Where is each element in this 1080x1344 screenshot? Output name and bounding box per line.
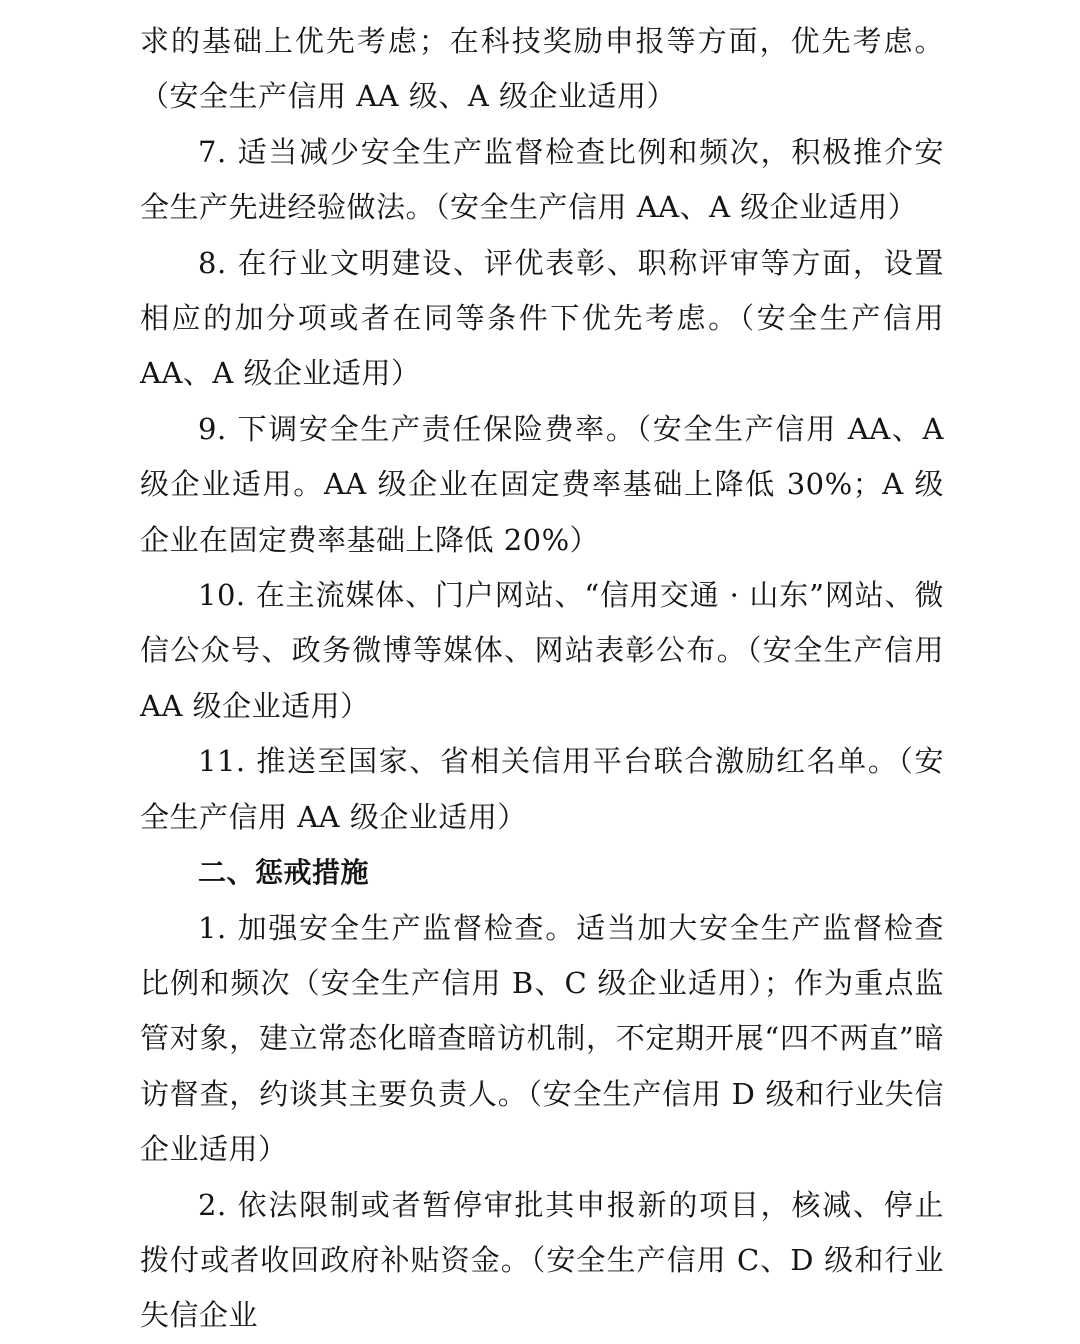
paragraph-penalty-1: 1. 加强安全生产监督检查。适当加大安全生产监督检查比例和频次（安全生产信用 B、C 级企业适用）；作为重点监管对象，建立常态化暗查暗访机制，不定期开展“四不两直”暗访督查，约谈其主要负责人。（安全生产信用 D 级和行业失信企业适用） xyxy=(140,910,944,1167)
paragraph-continuation: 求的基础上优先考虑；在科技奖励申报等方面，优先考虑。（安全生产信用 AA 级、A 级企业适用） xyxy=(140,24,944,114)
paragraph-item-8: 8. 在行业文明建设、评优表彰、职称评审等方面，设置相应的加分项或者在同等条件下优先考虑。（安全生产信用 AA、A 级企业适用） xyxy=(140,245,944,391)
paragraph-penalty-2: 2. 依法限制或者暂停审批其申报新的项目，核减、停止拨付或者收回政府补贴资金。（安全生产信用 C、D 级和行业失信企业 xyxy=(140,1187,944,1333)
paragraph-item-9: 9. 下调安全生产责任保险费率。（安全生产信用 AA、A 级企业适用。AA 级企业在固定费率基础上降低 30%；A 级企业在固定费率基础上降低 20%） xyxy=(140,411,944,557)
paragraph-item-11: 11. 推送至国家、省相关信用平台联合激励红名单。（安全生产信用 AA 级企业适用） xyxy=(140,744,944,834)
section-heading-penalties: 二、惩戒措施 xyxy=(198,856,370,890)
paragraph-item-7: 7. 适当减少安全生产监督检查比例和频次，积极推介安全生产先进经验做法。（安全生产信用 AA、A 级企业适用） xyxy=(140,134,944,225)
document-body xyxy=(140,14,944,1344)
paragraph-item-10: 10. 在主流媒体、门户网站、“信用交通 · 山东”网站、微信公众号、政务微博等媒体、网站表彰公布。（安全生产信用 AA 级企业适用） xyxy=(140,578,944,723)
